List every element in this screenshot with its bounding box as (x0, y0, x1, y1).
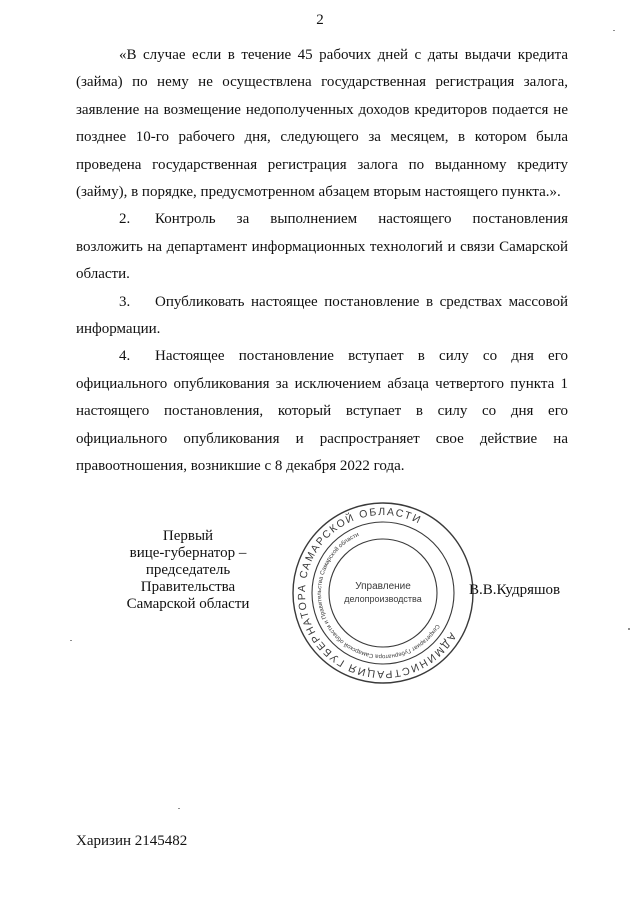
signatory-line: председатель Правительства (140, 562, 236, 595)
stamp-inner-ring (329, 539, 437, 647)
stamp-center-line1: Управление (355, 581, 411, 592)
item-text: Настоящее постановление вступает в силу со дня его официального опубликования за исключением абзаца четвертого пункта 1 настоящего постановления, который вступает в силу со дня его официального опубликования и распространяет свое действие на правоотношения, возникшие с 8 декабря 2022 года. (76, 348, 568, 475)
stamp-middle-ring (312, 522, 454, 664)
scan-speck (628, 628, 630, 630)
signatory-line: Первый (162, 528, 214, 544)
scan-speck (178, 808, 180, 809)
executor-info: Харизин 2145482 (76, 833, 188, 849)
scan-speck (70, 640, 72, 641)
paragraph-item-2 (76, 206, 568, 288)
official-stamp (290, 500, 476, 686)
signatory-line: вице-губернатор – (129, 545, 247, 561)
paragraph-item-4 (76, 343, 568, 480)
page-number: 2 (316, 12, 324, 28)
stamp-center-line2: делопроизводства (344, 594, 422, 604)
item-number: 4. (119, 348, 131, 365)
paragraph-item-3 (76, 289, 568, 344)
document-body (76, 42, 568, 481)
signatory-line: Самарской области (126, 596, 250, 612)
item-text: Опубликовать настоящее постановление в средствах массовой информации. (76, 293, 568, 338)
stamp-outer-text: АДМИНИСТРАЦИЯ ГУБЕРНАТОРА САМАРСКОЙ ОБЛАСТИ (295, 505, 459, 681)
paragraph-quote: «В случае если в течение 45 рабочих дней с даты выдачи кредита (займа) по нему не осуществлена государственная регистрация залога, заявление на возмещение недополученных доходов кредиторов подается не позднее 10-го рабочего дня, следующего за месяцем, в котором была проведена государственная регистрация залога по выданному кредиту (займу), в порядке, предусмотренном абзацем вторым настоящего пункта.». (76, 47, 568, 201)
signatory-title (100, 528, 276, 613)
stamp-inner-text: Секретариат Губернатора Самарской области и Правительства Самарской области (316, 532, 441, 660)
signer-name: В.В.Кудряшов (469, 582, 561, 598)
item-number: 3. (119, 293, 131, 310)
item-number: 2. (119, 211, 131, 228)
item-text: Контроль за выполнением настоящего постановления возложить на департамент информационных технологий и связи Самарской области. (76, 211, 568, 283)
scan-speck (613, 30, 615, 31)
